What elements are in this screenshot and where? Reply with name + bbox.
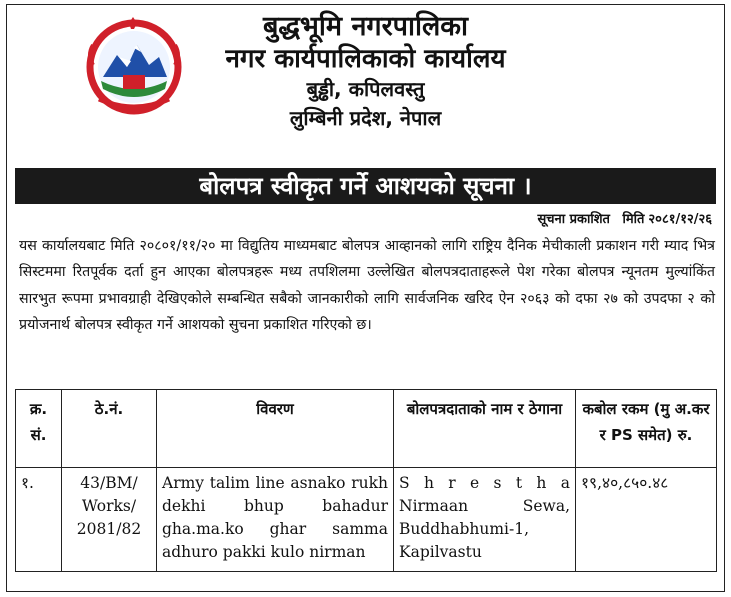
- publication-date: [529, 209, 712, 227]
- col-header-bidder: बोलपत्रदाताको नाम र ठेगाना: [394, 390, 576, 468]
- office-province: लुम्बिनी प्रदेश, नेपाल: [289, 106, 442, 130]
- notice-title: बोलपत्र स्वीकृत गर्ने आशयको सूचना ।: [15, 168, 716, 204]
- publication-date-value: २०८१/१२/२६: [648, 212, 712, 227]
- publication-label: सूचना प्रकाशित: [537, 212, 610, 227]
- notice-page: [6, 4, 725, 592]
- office-header: [7, 11, 724, 133]
- table-row: [16, 468, 717, 572]
- col-header-desc: विवरण: [157, 390, 394, 468]
- publication-date-label: मिति: [622, 212, 645, 227]
- office-address: बुड्ढी, कपिलवस्तु: [306, 77, 425, 101]
- notice-body: यस कार्यालयबाट मिति २०८०१/११/२० मा विद्युतिय माध्यमबाट बोलपत्र आव्हानको लागि राष्ट्रिय दैनिक मेचीकाली प्रकाशन गरी म्याद भित्र सिस्टममा रितपूर्वक दर्ता हुन आएका बोलपत्रहरू मध्य तपशिलमा उल्लेखित बोलपत्रदाताहरूले पेश गरेका बोलपत्र न्यूनतम मुल्यांकिंत सारभुत रूपमा प्रभावग्राही देखिएकोले सम्बन्धित सबैको जानकारीको लागि सार्वजनिक खरिद ऐन २०६३ को दफा २७ को उपदफा २ को प्रयोजनार्थ बोलपत्र स्वीकृत गर्ने आशयको सुचना प्रकाशित गरिएको छ।: [19, 238, 715, 334]
- col-header-sn: क्र. सं.: [16, 390, 62, 468]
- col-header-amount: कबोल रकम (मु अ.कर र PS समेत) रु.: [576, 390, 717, 468]
- cell-desc: Army talim line asnako rukh dekhi bhup bahadur gha.ma.ko ghar samma adhuro pakki kulo nirman: [157, 468, 394, 572]
- cell-sn: १.: [16, 468, 62, 572]
- office-name: नगर कार्यपालिकाको कार्यालय: [225, 44, 506, 74]
- cell-ref: 43/BM/ Works/ 2081/82: [62, 468, 157, 572]
- municipality-name: बुद्धभूमि नगरपालिका: [262, 11, 469, 42]
- cell-bidder: S h r e s t h a Nirmaan Sewa, Buddhabhumi-1, Kapilvastu: [394, 468, 576, 572]
- col-header-ref: ठे.नं.: [62, 390, 157, 468]
- cell-amount: १९,४०,८५०.४८: [576, 468, 717, 572]
- table-header-row: [16, 390, 717, 468]
- tender-table: [15, 389, 717, 572]
